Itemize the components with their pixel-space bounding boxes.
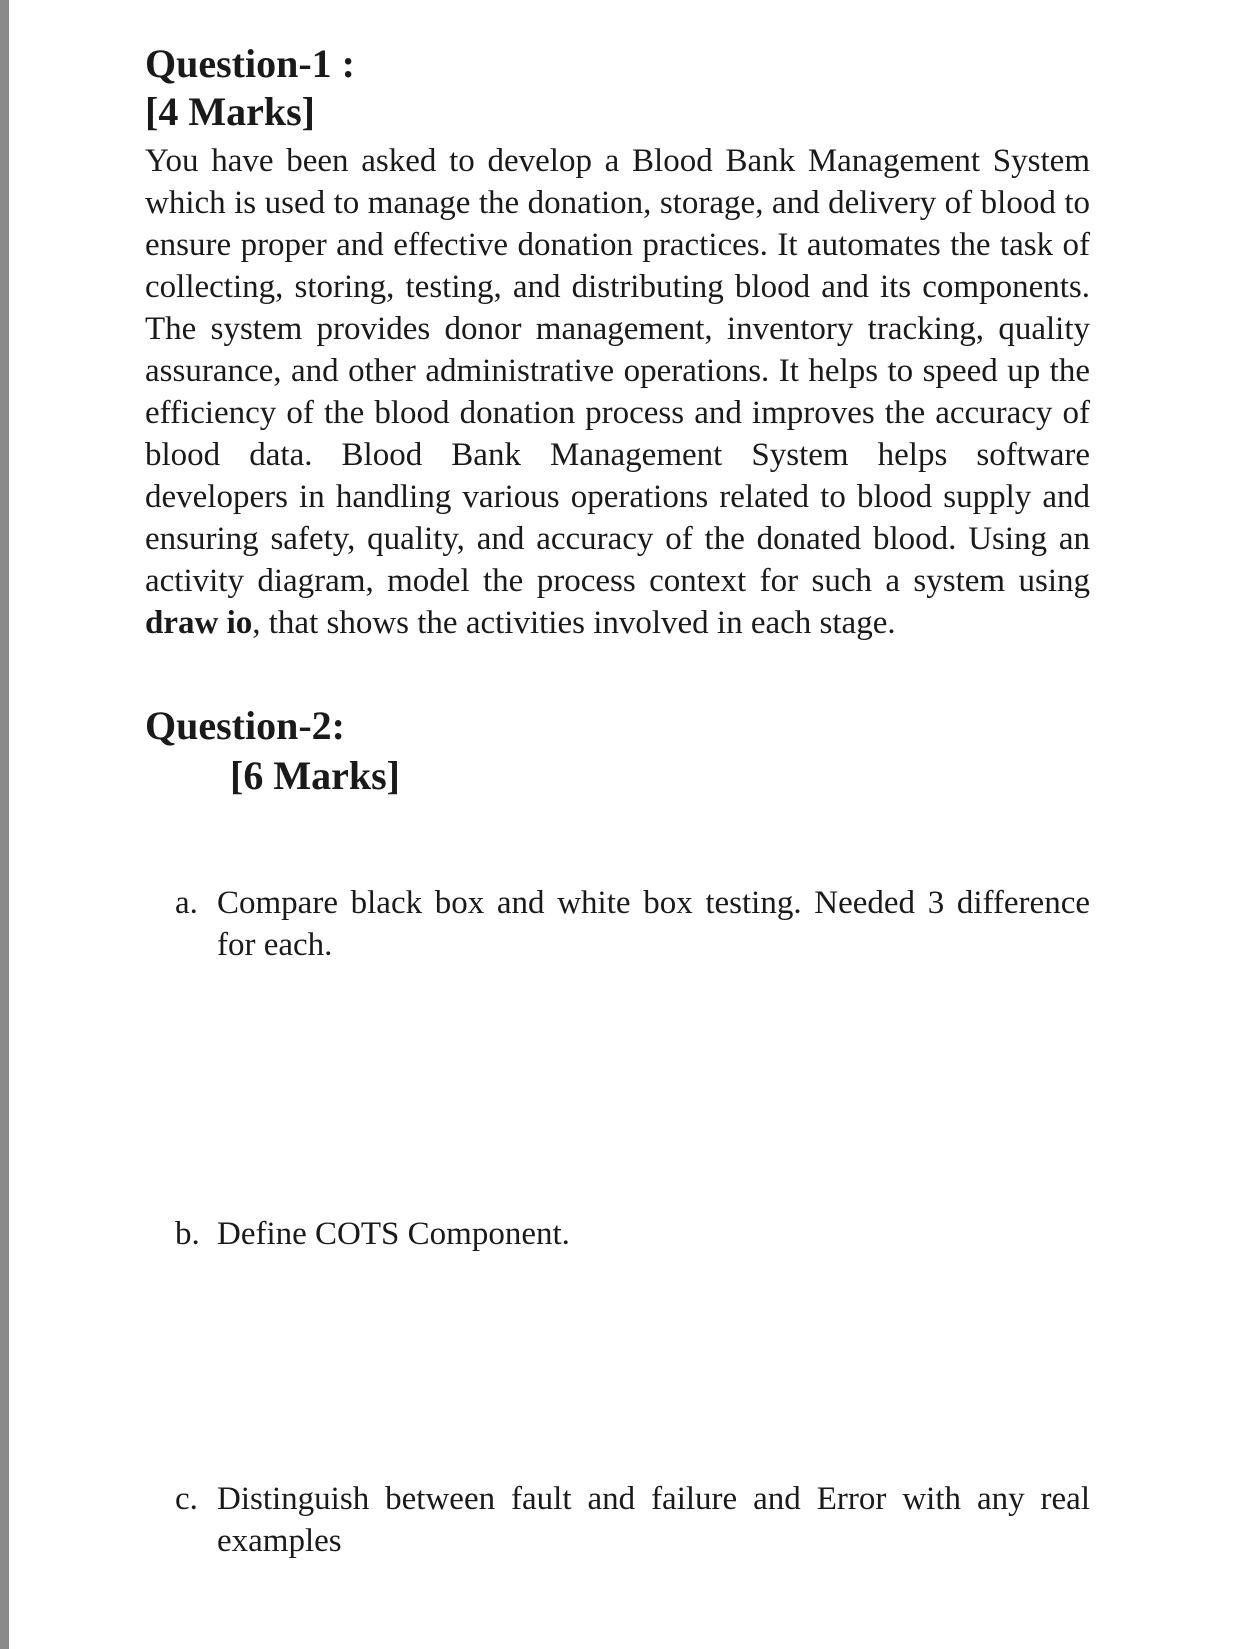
question-2-part-a bbox=[175, 882, 1090, 966]
question-1-bold-term: draw io bbox=[145, 605, 253, 641]
page-edge-bar bbox=[0, 0, 9, 1649]
part-a-text: Compare black box and white box testing. Needed 3 difference for each. bbox=[217, 885, 1090, 963]
question-2-marks: [6 Marks] bbox=[230, 753, 400, 798]
question-1-marks: [4 Marks] bbox=[145, 89, 315, 134]
part-c-letter: c. bbox=[175, 1481, 198, 1517]
question-2-part-b bbox=[175, 1213, 1090, 1255]
question-sheet bbox=[145, 40, 1090, 800]
part-b-text: Define COTS Component. bbox=[217, 1216, 570, 1252]
question-1-body bbox=[145, 140, 1090, 644]
question-2-heading: Question-2: bbox=[145, 703, 345, 748]
question-1-heading: Question-1 : bbox=[145, 41, 355, 86]
question-1-text-part1: You have been asked to develop a Blood Bank Management System which is used to manage the donation, storage, and delivery of blood to ensure proper and effective donation practices. It automates the task of collecting, storing, testing, and distributing blood and its components. The system provides donor management, inventory tracking, quality assurance, and other administrative operations. It helps to speed up the efficiency of the blood donation process and improves the accuracy of blood data. Blood Bank Management System helps software developers in handling various operations related to blood supply and ensuring safety, quality, and accuracy of the donated blood. Using an activity diagram, model the process context for such a system using bbox=[145, 143, 1090, 599]
part-b-letter: b. bbox=[175, 1216, 200, 1252]
question-1-text-part2: , that shows the activities involved in each stage. bbox=[252, 605, 896, 641]
part-c-text: Distinguish between fault and failure and Error with any real examples bbox=[217, 1481, 1090, 1559]
question-2-part-c bbox=[175, 1478, 1090, 1562]
part-a-letter: a. bbox=[175, 885, 198, 921]
